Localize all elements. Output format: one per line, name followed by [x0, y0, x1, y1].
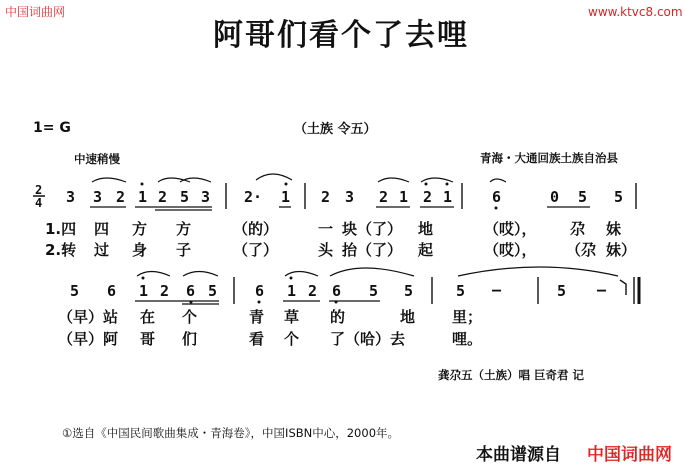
slur [378, 178, 409, 182]
note: 1 [443, 188, 453, 206]
lyric: （哎）， [484, 241, 537, 259]
lyric: 妹） [606, 241, 637, 259]
lyric: （早）阿 [58, 330, 119, 348]
note: 3 [345, 188, 355, 206]
note: 6 [186, 282, 196, 300]
lyric: （了） [233, 241, 279, 259]
note: 1 [287, 282, 297, 300]
note: 1 [399, 188, 409, 206]
lyric: 们 [182, 330, 198, 348]
note: 5 [180, 188, 190, 206]
octave-dot-high [142, 277, 145, 280]
note: 2 [308, 282, 318, 300]
octave-dot-low [335, 301, 338, 304]
note: 6 [107, 282, 117, 300]
octave-dot-high [425, 183, 428, 186]
note: 5 [578, 188, 588, 206]
octave-dot-high [446, 183, 449, 186]
slur [256, 174, 292, 180]
lyric: （的） [233, 220, 279, 238]
lyric: 看 [249, 330, 265, 348]
lyric: 过 [94, 241, 110, 259]
genre-label: （土族 令五） [294, 122, 377, 137]
lyric: 地 [400, 308, 416, 326]
lyric: （早）站 [58, 308, 119, 326]
note: 5 [70, 282, 80, 300]
lyric: 头 [318, 241, 334, 259]
note: 3 [201, 188, 211, 206]
lyric: 在 [140, 308, 156, 326]
lyric: 里； [452, 308, 483, 326]
note: 1 [138, 188, 148, 206]
lyric: 的 [330, 308, 346, 326]
note: 0 [550, 188, 560, 206]
footer-brand-right: 中国词曲网 [587, 445, 672, 465]
note: 2 [321, 188, 331, 206]
lyric: 抬（了） [342, 241, 403, 259]
lyric: 草 [284, 308, 300, 326]
watermark-left: 中国词曲网 [5, 5, 66, 19]
region-label: 青海・大通回族土族自治县 [480, 151, 618, 165]
octave-dot-high [141, 183, 144, 186]
lyric: 地 [418, 220, 434, 238]
lyric: 方 [132, 220, 148, 238]
note: 5 [614, 188, 624, 206]
note: 2· [244, 188, 263, 206]
slur [330, 268, 414, 276]
lyric: 方 [176, 220, 192, 238]
note: 5 [404, 282, 414, 300]
time-signature-bottom: 4 [35, 196, 43, 210]
footnote: ①选自《中国民间歌曲集成・青海卷》，中国ISBN中心，2000年。 [62, 426, 400, 440]
lyric: （尕 [566, 241, 597, 259]
slur [183, 272, 218, 277]
note: 5 [557, 282, 567, 300]
note: 2 [158, 188, 168, 206]
lyric: 身 [132, 241, 148, 259]
lyric: 个 [182, 308, 198, 326]
tie [458, 267, 618, 276]
note: 5 [456, 282, 466, 300]
note: 2 [160, 282, 170, 300]
note: 1 [139, 282, 149, 300]
lyric: 青 [249, 308, 265, 326]
note: 5 [369, 282, 379, 300]
octave-dot-high [285, 183, 288, 186]
slur [421, 178, 453, 182]
lyric: 妹 [606, 220, 622, 238]
lyric: 个 [284, 330, 300, 348]
note: 1 [281, 188, 291, 206]
key-signature: 1= G [33, 120, 71, 136]
note: 3 [66, 188, 76, 206]
tie-end [490, 179, 506, 182]
lyric: （哎）， [484, 220, 537, 238]
lyric: 子 [176, 241, 192, 259]
note: 2 [423, 188, 433, 206]
credits: 龚尕五（土族）唱 巨奇君 记 [438, 368, 585, 382]
footer-brand-left: 本曲谱源自 [476, 445, 561, 465]
slur [137, 272, 170, 277]
fermata-hook [620, 280, 626, 295]
lyric: 尕 [570, 220, 586, 238]
dash: – [597, 281, 607, 299]
lyric: 哥 [140, 330, 156, 348]
octave-dot-high [290, 277, 293, 280]
octave-dot-low [495, 207, 498, 210]
note: 6 [255, 282, 265, 300]
note: 2 [379, 188, 389, 206]
dash: – [492, 281, 502, 299]
note: 6 [492, 188, 502, 206]
note: 6 [332, 282, 342, 300]
lyric: 了（哈）去 [330, 330, 406, 348]
octave-dot-low [190, 301, 193, 304]
lyric: 哩。 [452, 330, 483, 348]
lyric: 2.转 [45, 241, 77, 259]
note: 5 [208, 282, 218, 300]
note: 2 [116, 188, 126, 206]
slur [285, 272, 318, 277]
note: 3 [93, 188, 103, 206]
tempo-marking: 中速稍慢 [74, 152, 120, 166]
song-title: 阿哥们看个了去哩 [213, 18, 469, 53]
watermark-right: www.ktvc8.com [588, 5, 683, 19]
lyric: 起 [418, 241, 434, 259]
lyric: 四 [94, 220, 110, 238]
lyric: 块（了） [342, 220, 403, 238]
lyric: 1.四 [45, 220, 77, 238]
time-signature-top: 2 [35, 183, 43, 197]
slur [92, 178, 126, 182]
octave-dot-low [258, 301, 261, 304]
lyric: 一 [318, 220, 334, 238]
slur [180, 178, 211, 182]
